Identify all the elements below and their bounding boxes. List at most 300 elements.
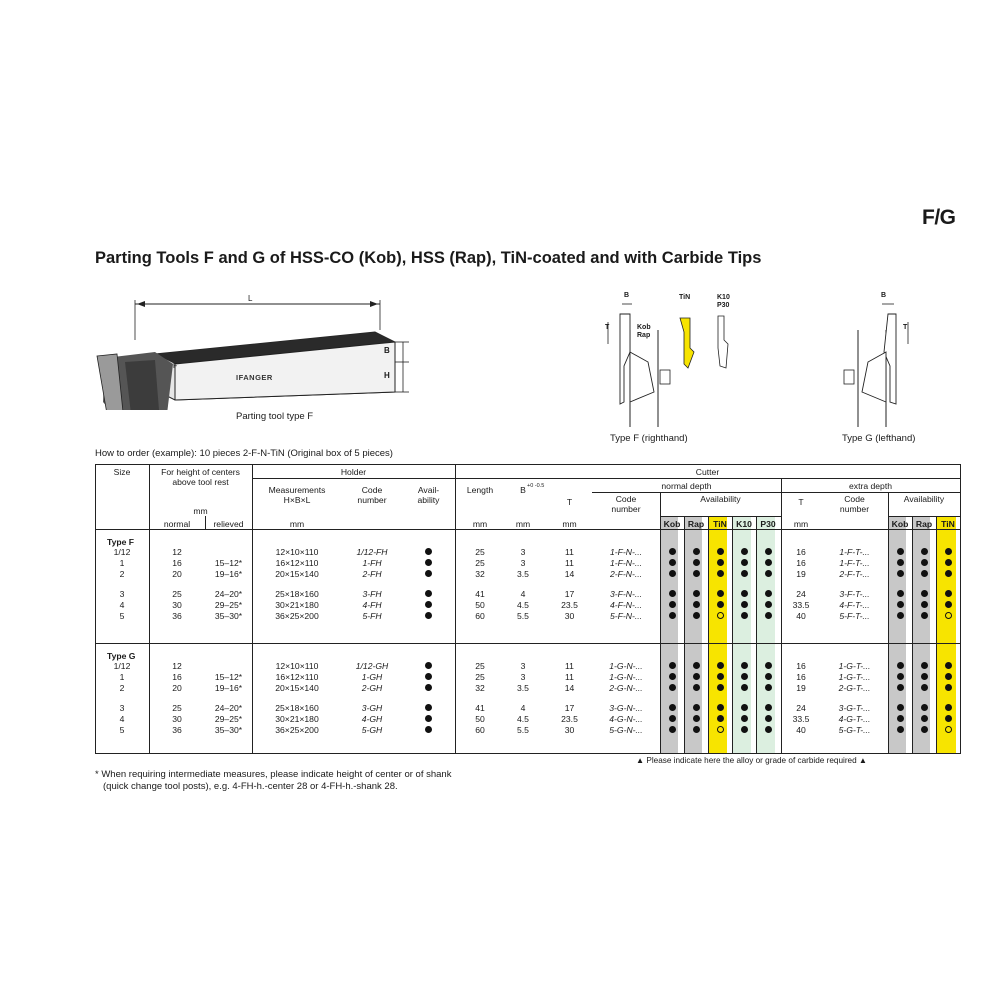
availability-dot <box>741 704 748 711</box>
cell-measurements: 20×15×140 <box>275 683 319 693</box>
cell-height-normal: 20 <box>172 569 182 579</box>
cell-length: 32 <box>475 569 485 579</box>
availability-dot <box>741 662 748 669</box>
header-B-tolerance: +0 -0.5 <box>527 483 545 489</box>
cell-B: 4 <box>520 589 526 599</box>
header-length-mm: mm <box>472 519 488 529</box>
holder-availability-dot <box>425 715 432 722</box>
vertical-rule <box>660 492 661 754</box>
type-f-caption: Type F (righthand) <box>610 433 688 444</box>
header-measurements-line1: Measurements <box>268 485 326 495</box>
cell-extra-T: 16 <box>796 661 806 671</box>
header-grade-tin: TiN <box>713 519 727 529</box>
extra-availability-dot <box>921 548 928 555</box>
tin-label: TiN <box>679 294 691 301</box>
availability-dot <box>765 548 772 555</box>
cell-height-relieved: 35–30* <box>214 611 243 621</box>
cell-extra-code: 5-G-T-... <box>838 725 871 735</box>
extra-availability-dot <box>921 662 928 669</box>
cell-holder-code: 1-FH <box>362 558 382 568</box>
extra-availability-dot <box>897 684 904 691</box>
availability-dot <box>765 704 772 711</box>
cell-extra-T: 40 <box>796 725 806 735</box>
extra-availability-dot <box>897 715 904 722</box>
cell-extra-code: 3-G-T-... <box>838 703 871 713</box>
cell-measurements: 25×18×160 <box>275 703 319 713</box>
cell-height-relieved: 19–16* <box>214 569 243 579</box>
availability-dot <box>765 590 772 597</box>
availability-dot <box>765 684 772 691</box>
header-extra-code-line1: Code <box>844 494 865 504</box>
availability-dot <box>741 570 748 577</box>
availability-dot <box>669 673 676 680</box>
cell-B: 3 <box>520 547 526 557</box>
availability-dot <box>669 662 676 669</box>
cell-T: 14 <box>564 569 575 579</box>
cell-extra-code: 5-F-T-... <box>839 611 870 621</box>
footnote-line-1: * When requiring intermediate measures, please indicate height of center or of shank <box>95 769 452 780</box>
cell-T: 11 <box>565 547 574 557</box>
cell-T: 23.5 <box>561 600 578 610</box>
vertical-rule <box>684 516 685 754</box>
cell-length: 41 <box>475 703 485 713</box>
cell-size: 5 <box>119 611 125 621</box>
cell-height-normal: 20 <box>172 683 182 693</box>
cell-length: 25 <box>475 672 485 682</box>
availability-dot <box>741 612 748 619</box>
extra-availability-dot <box>921 673 928 680</box>
cell-holder-code: 4-GH <box>361 714 383 724</box>
availability-dot <box>669 612 676 619</box>
extra-availability-dot <box>945 715 952 722</box>
cell-normal-code: 2-F-N-... <box>610 569 642 579</box>
holder-availability-dot <box>425 662 432 669</box>
holder-availability-dot <box>425 612 432 619</box>
availability-dot <box>693 601 700 608</box>
extra-availability-dot <box>897 601 904 608</box>
holder-availability-dot <box>425 704 432 711</box>
extra-availability-dot <box>897 612 904 619</box>
cell-T: 17 <box>564 589 575 599</box>
availability-dot <box>765 601 772 608</box>
header-normal-availability: Availability <box>700 494 741 504</box>
cell-holder-code: 1/12-GH <box>355 661 389 671</box>
horizontal-rule <box>781 492 960 493</box>
cell-height-normal: 12 <box>172 661 182 671</box>
footnote-line-2: (quick change tool posts), e.g. 4-FH-h.-center 28 or 4-FH-h.-shank 28. <box>103 781 398 792</box>
availability-dot <box>693 704 700 711</box>
group-label: Type G <box>107 651 136 661</box>
availability-dot <box>717 704 724 711</box>
cell-extra-T: 16 <box>796 547 806 557</box>
availability-dot <box>741 726 748 733</box>
carbide-note: ▲ Please indicate here the alloy or grade of carbide required ▲ <box>636 756 868 765</box>
dim-F-label: F <box>173 363 178 370</box>
availability-dot <box>765 559 772 566</box>
group-label: Type F <box>107 537 135 547</box>
cell-length: 50 <box>475 600 485 610</box>
cell-size: 4 <box>119 714 125 724</box>
section-badge: F/G <box>922 206 956 229</box>
header-B: B <box>520 485 526 495</box>
cell-height-normal: 25 <box>172 703 182 713</box>
availability-dot <box>717 559 724 566</box>
availability-dot <box>669 570 676 577</box>
vertical-rule <box>912 516 913 754</box>
cell-B: 5.5 <box>517 611 529 621</box>
availability-dot <box>693 559 700 566</box>
cell-extra-T: 24 <box>796 703 806 713</box>
extra-availability-dot <box>897 662 904 669</box>
header-normal-depth: normal depth <box>661 481 712 491</box>
type-f-T-label: T <box>605 324 610 331</box>
availability-dot <box>669 559 676 566</box>
header-availability-line1: Avail- <box>417 485 440 495</box>
cell-holder-code: 4-FH <box>362 600 382 610</box>
cell-height-normal: 25 <box>172 589 182 599</box>
availability-dot <box>717 684 724 691</box>
cell-extra-T: 33.5 <box>792 600 810 610</box>
extra-availability-dot <box>921 559 928 566</box>
tool-caption: Parting tool type F <box>236 411 314 422</box>
header-cutter: Cutter <box>695 467 720 477</box>
cell-length: 25 <box>475 547 485 557</box>
availability-dot <box>717 601 724 608</box>
cell-size: 4 <box>119 600 125 610</box>
dim-B-label: B <box>384 346 390 355</box>
cell-length: 60 <box>475 725 485 735</box>
cell-holder-code: 5-GH <box>361 725 383 735</box>
cell-height-normal: 16 <box>172 558 182 568</box>
cell-extra-code: 2-F-T-... <box>839 569 870 579</box>
extra-availability-ring <box>945 726 952 733</box>
header-availability-line2: ability <box>417 495 440 505</box>
cell-length: 25 <box>475 661 485 671</box>
cell-extra-code: 1-G-T-... <box>838 672 871 682</box>
vertical-rule <box>888 492 889 754</box>
header-B-mm: mm <box>515 519 531 529</box>
parting-tool-illustration <box>95 290 425 410</box>
cell-height-normal: 36 <box>172 725 182 735</box>
how-to-order: How to order (example): 10 pieces 2-F-N-TiN (Original box of 5 pieces) <box>95 448 393 459</box>
cell-measurements: 30×21×180 <box>275 600 319 610</box>
cell-measurements: 30×21×180 <box>275 714 319 724</box>
availability-dot <box>693 548 700 555</box>
cell-height-normal: 36 <box>172 611 182 621</box>
header-extra-depth: extra depth <box>849 481 892 491</box>
extra-availability-dot <box>921 570 928 577</box>
cell-length: 50 <box>475 714 485 724</box>
availability-dot <box>693 570 700 577</box>
horizontal-rule <box>888 516 960 517</box>
table-bottom-rule <box>95 753 961 754</box>
cell-size: 2 <box>119 683 125 693</box>
cell-extra-T: 33.5 <box>792 714 810 724</box>
cell-normal-code: 3-F-N-... <box>610 589 642 599</box>
rap-label: Rap <box>637 332 651 339</box>
vertical-rule <box>708 516 709 754</box>
availability-dot <box>717 662 724 669</box>
cell-holder-code: 3-GH <box>361 703 383 713</box>
extra-availability-dot <box>945 559 952 566</box>
extra-availability-dot <box>897 559 904 566</box>
cell-normal-code: 1-F-N-... <box>610 547 642 557</box>
header-height-line2: above tool rest <box>172 477 229 487</box>
horizontal-rule <box>660 516 781 517</box>
extra-availability-dot <box>897 548 904 555</box>
availability-dot <box>669 715 676 722</box>
extra-availability-dot <box>897 704 904 711</box>
type-g-T-label: T <box>903 324 908 331</box>
cell-extra-code: 4-F-T-... <box>839 600 870 610</box>
cell-B: 4.5 <box>517 714 529 724</box>
extra-availability-dot <box>921 726 928 733</box>
cell-height-normal: 30 <box>172 714 182 724</box>
extra-availability-dot <box>945 590 952 597</box>
extra-availability-dot <box>945 570 952 577</box>
availability-dot <box>741 684 748 691</box>
cell-measurements: 20×15×140 <box>275 569 319 579</box>
cell-normal-code: 1-G-N-... <box>609 672 643 682</box>
header-holder-code-line2: number <box>357 495 387 505</box>
header-extra-T: T <box>798 497 804 507</box>
cell-B: 3 <box>520 672 526 682</box>
header-measurements-mm: mm <box>289 519 305 529</box>
cell-holder-code: 3-FH <box>362 589 382 599</box>
cell-T: 23.5 <box>561 714 578 724</box>
cell-height-relieved: 24–20* <box>214 703 243 713</box>
availability-dot <box>693 673 700 680</box>
cell-normal-code: 4-F-N-... <box>610 600 642 610</box>
kob-label: Kob <box>637 324 651 331</box>
header-T: T <box>566 497 573 507</box>
holder-availability-dot <box>425 559 432 566</box>
extra-availability-dot <box>945 548 952 555</box>
cell-normal-code: 4-G-N-... <box>609 714 643 724</box>
extra-availability-dot <box>897 570 904 577</box>
cell-size: 1 <box>119 558 125 568</box>
extra-availability-dot <box>921 612 928 619</box>
cell-B: 3 <box>520 661 526 671</box>
cell-length: 60 <box>475 611 485 621</box>
brand-logo-text: IFANGER <box>236 373 273 382</box>
availability-dot <box>693 684 700 691</box>
availability-dot <box>741 548 748 555</box>
cell-T: 30 <box>564 725 575 735</box>
availability-dot <box>717 548 724 555</box>
availability-dot <box>693 715 700 722</box>
availability-dot <box>765 612 772 619</box>
cell-T: 11 <box>565 672 574 682</box>
cell-extra-code: 3-F-T-... <box>839 589 870 599</box>
horizontal-rule <box>455 478 960 479</box>
cell-size: 3 <box>119 589 125 599</box>
header-grade-kob: Kob <box>663 519 681 529</box>
header-normal-code-line2: number <box>611 504 641 514</box>
header-bottom-rule <box>95 529 961 530</box>
cell-T: 30 <box>564 611 575 621</box>
header-extra-grade-rap: Rap <box>915 519 933 529</box>
header-length: Length <box>466 485 494 495</box>
extra-availability-dot <box>921 684 928 691</box>
table-top-rule <box>95 464 961 465</box>
horizontal-rule <box>252 478 455 479</box>
vertical-rule <box>960 464 961 754</box>
availability-ring <box>717 726 724 733</box>
availability-dot <box>741 601 748 608</box>
cell-length: 25 <box>475 558 485 568</box>
cell-extra-code: 4-G-T-... <box>838 714 871 724</box>
cell-holder-code: 2-FH <box>362 569 382 579</box>
availability-dot <box>693 590 700 597</box>
dim-L-label: L <box>248 294 253 303</box>
vertical-rule <box>732 516 733 754</box>
availability-dot <box>741 673 748 680</box>
cell-T: 11 <box>565 661 574 671</box>
cell-extra-code: 1-F-T-... <box>839 547 870 557</box>
header-grade-k10: K10 <box>736 519 752 529</box>
cell-normal-code: 5-F-N-... <box>610 611 642 621</box>
type-f-diagram <box>600 292 750 430</box>
availability-dot <box>693 662 700 669</box>
dim-H-label: H <box>384 371 390 380</box>
extra-availability-dot <box>921 590 928 597</box>
cell-B: 4 <box>520 703 526 713</box>
header-holder: Holder <box>340 467 367 477</box>
cell-height-relieved: 29–25* <box>214 600 243 610</box>
cell-measurements: 25×18×160 <box>275 589 319 599</box>
extra-availability-dot <box>897 726 904 733</box>
cell-height-relieved: 15–12* <box>214 672 243 682</box>
vertical-rule <box>936 516 937 754</box>
cell-height-relieved: 19–16* <box>214 683 243 693</box>
cell-holder-code: 1/12-FH <box>356 547 388 557</box>
extra-availability-dot <box>945 704 952 711</box>
extra-availability-dot <box>921 704 928 711</box>
availability-dot <box>693 612 700 619</box>
cell-normal-code: 1-G-N-... <box>609 661 643 671</box>
cell-extra-T: 16 <box>796 672 806 682</box>
cell-T: 17 <box>564 703 575 713</box>
cell-extra-code: 1-F-T-... <box>839 558 870 568</box>
cell-normal-code: 3-G-N-... <box>609 703 643 713</box>
cell-measurements: 16×12×110 <box>275 672 319 682</box>
k10-label: K10 <box>717 294 730 301</box>
cell-size: 5 <box>119 725 125 735</box>
holder-availability-dot <box>425 548 432 555</box>
cell-height-normal: 30 <box>172 600 182 610</box>
header-extra-code-line2: number <box>839 504 870 514</box>
holder-availability-dot <box>425 673 432 680</box>
header-extra-grade-tin: TiN <box>941 519 955 529</box>
availability-dot <box>717 673 724 680</box>
cell-measurements: 36×25×200 <box>275 725 319 735</box>
vertical-rule <box>756 516 757 754</box>
header-normal-code-line1: Code <box>615 494 637 504</box>
cell-B: 4.5 <box>517 600 529 610</box>
availability-dot <box>717 590 724 597</box>
holder-availability-dot <box>425 684 432 691</box>
extra-availability-dot <box>945 673 952 680</box>
cell-measurements: 36×25×200 <box>275 611 319 621</box>
cell-normal-code: 2-G-N-... <box>609 683 643 693</box>
extra-availability-dot <box>945 684 952 691</box>
cell-extra-T: 19 <box>796 683 806 693</box>
header-extra-T-mm: mm <box>793 519 809 529</box>
availability-dot <box>669 601 676 608</box>
cell-extra-T: 16 <box>796 558 806 568</box>
holder-availability-dot <box>425 570 432 577</box>
header-holder-code-line1: Code <box>361 485 383 495</box>
cell-measurements: 12×10×110 <box>275 547 319 557</box>
availability-dot <box>669 590 676 597</box>
cell-B: 3.5 <box>517 683 529 693</box>
cell-measurements: 16×12×110 <box>275 558 319 568</box>
cell-height-relieved: 29–25* <box>214 714 243 724</box>
header-size: Size <box>113 467 131 477</box>
extra-availability-dot <box>945 662 952 669</box>
availability-dot <box>741 590 748 597</box>
cell-height-relieved: 24–20* <box>214 589 243 599</box>
cell-height-normal: 16 <box>172 672 182 682</box>
cell-T: 11 <box>565 558 574 568</box>
group-divider-rule <box>95 643 961 644</box>
availability-dot <box>741 559 748 566</box>
availability-dot <box>765 673 772 680</box>
cell-size: 1/12 <box>113 547 131 557</box>
cell-extra-T: 19 <box>796 569 806 579</box>
header-height-line1: For height of centers <box>161 467 240 477</box>
type-g-diagram <box>830 292 920 430</box>
horizontal-rule <box>592 492 781 493</box>
cell-normal-code: 1-F-N-... <box>610 558 642 568</box>
cell-extra-T: 40 <box>796 611 806 621</box>
cell-size: 1 <box>119 672 125 682</box>
cell-B: 3 <box>520 558 526 568</box>
cell-holder-code: 1-GH <box>361 672 383 682</box>
type-g-caption: Type G (lefthand) <box>842 433 916 444</box>
availability-dot <box>765 570 772 577</box>
cell-normal-code: 5-G-N-... <box>609 725 643 735</box>
header-grade-rap: Rap <box>687 519 705 529</box>
cell-extra-T: 24 <box>796 589 806 599</box>
extra-availability-dot <box>897 673 904 680</box>
cell-size: 1/12 <box>113 661 131 671</box>
availability-dot <box>693 726 700 733</box>
availability-dot <box>741 715 748 722</box>
cell-height-normal: 12 <box>172 547 182 557</box>
header-relieved: relieved <box>213 519 244 529</box>
availability-ring <box>717 612 724 619</box>
cell-T: 14 <box>564 683 575 693</box>
availability-dot <box>717 715 724 722</box>
holder-availability-dot <box>425 590 432 597</box>
cell-holder-code: 5-FH <box>362 611 382 621</box>
header-grade-p30: P30 <box>760 519 776 529</box>
availability-dot <box>765 726 772 733</box>
cell-size: 2 <box>119 569 125 579</box>
extra-availability-dot <box>897 590 904 597</box>
availability-dot <box>669 548 676 555</box>
availability-dot <box>717 570 724 577</box>
header-extra-grade-kob: Kob <box>891 519 909 529</box>
p30-label: P30 <box>717 302 730 309</box>
holder-availability-dot <box>425 726 432 733</box>
cell-holder-code: 2-GH <box>361 683 383 693</box>
cell-B: 3.5 <box>517 569 529 579</box>
extra-availability-dot <box>945 601 952 608</box>
cell-extra-code: 2-G-T-... <box>838 683 871 693</box>
